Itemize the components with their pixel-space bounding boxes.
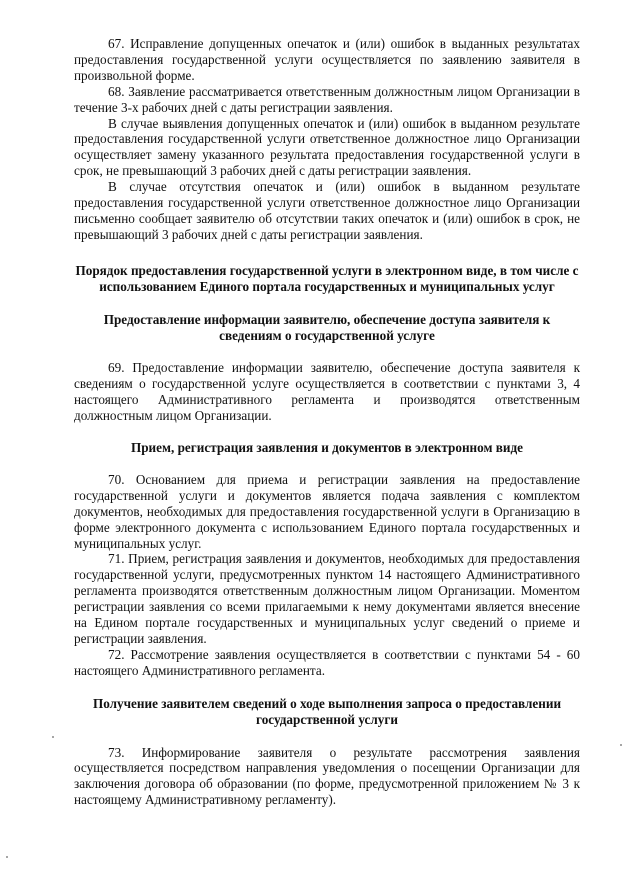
paragraph-70: 70. Основанием для приема и регистрации заявления на предоставление государственной услуги и документов является подача заявления с комплектом документов, необходимых для предоставления государственной услуги в Организацию в форме электронного документа с использованием Единого портала государственных и муниципальных услуг. (74, 471, 580, 551)
paragraph-73: 73. Информирование заявителя о результате рассмотрения заявления осуществляется посредством направления уведомления о посещении Организации для заключения договора об образовании (по форме, предусмотренной приложением № 3 к настоящему Административному регламенту). (74, 744, 580, 808)
paragraph-68-errors-found: В случае выявления допущенных опечаток и (или) ошибок в выданном результате предоставления государственной услуги ответственное должностное лицо Организации осуществляет замену указанного результата предоставления государственной услуги в срок, не превышающий 3 рабочих дней с даты регистрации заявления. (74, 115, 580, 179)
spacer (74, 343, 580, 360)
paragraph-71: 71. Прием, регистрация заявления и документов, необходимых для предоставления государственной услуги, предусмотренных пунктом 14 настоящего Административного регламента производятся ответственным должностным лицом Организации. Моментом регистрации заявления со всеми прилагаемыми к нему документами является внесение на Едином портале государственных и муниципальных услуг сведений о приеме и регистрации заявления. (74, 551, 580, 646)
spacer (74, 679, 580, 696)
subheading-request-status: Получение заявителем сведений о ходе выполнения запроса о предоставлении государственной услуги (92, 695, 562, 727)
section-heading-electronic-service: Порядок предоставления государственной услуги в электронном виде, в том числе с использованием Единого портала государственных и муниципальных услуг (75, 262, 579, 294)
paragraph-72: 72. Рассмотрение заявления осуществляется в соответствии с пунктами 54 - 60 настоящего Административного регламента. (74, 646, 580, 678)
paragraph-68-no-errors: В случае отсутствия опечаток и (или) ошибок в выданном результате предоставления государственной услуги ответственное должностное лицо Организации письменно сообщает заявителю об отсутствии таких опечаток и (или) ошибок в срок, не превышающий 3 рабочих дней с даты регистрации заявления. (74, 179, 580, 242)
subheading-information-access: Предоставление информации заявителю, обеспечение доступа заявителя к сведениям о государственной услуге (103, 311, 551, 343)
scan-speck (52, 736, 54, 738)
spacer (74, 243, 580, 263)
spacer (74, 424, 580, 440)
spacer (74, 456, 580, 472)
paragraph-69: 69. Предоставление информации заявителю, обеспечение доступа заявителя к сведениям о государственной услуге осуществляется в соответствии с пунктами 3, 4 настоящего Административного регламента и производятся ответственным должностным лицом Организации. (74, 360, 580, 424)
paragraph-68: 68. Заявление рассматривается ответственным должностным лицом Организации в течение 3-х рабочих дней с даты регистрации заявления. (74, 83, 580, 115)
spacer (74, 728, 580, 745)
scan-speck (6, 856, 8, 858)
spacer (74, 295, 580, 312)
paragraph-67: 67. Исправление допущенных опечаток и (или) ошибок в выданных результатах предоставления государственной услуги осуществляется по заявлению заявителя в произвольной форме. (74, 36, 580, 83)
subheading-reception-registration: Прием, регистрация заявления и документов в электронном виде (130, 440, 524, 456)
scan-speck (620, 744, 622, 746)
